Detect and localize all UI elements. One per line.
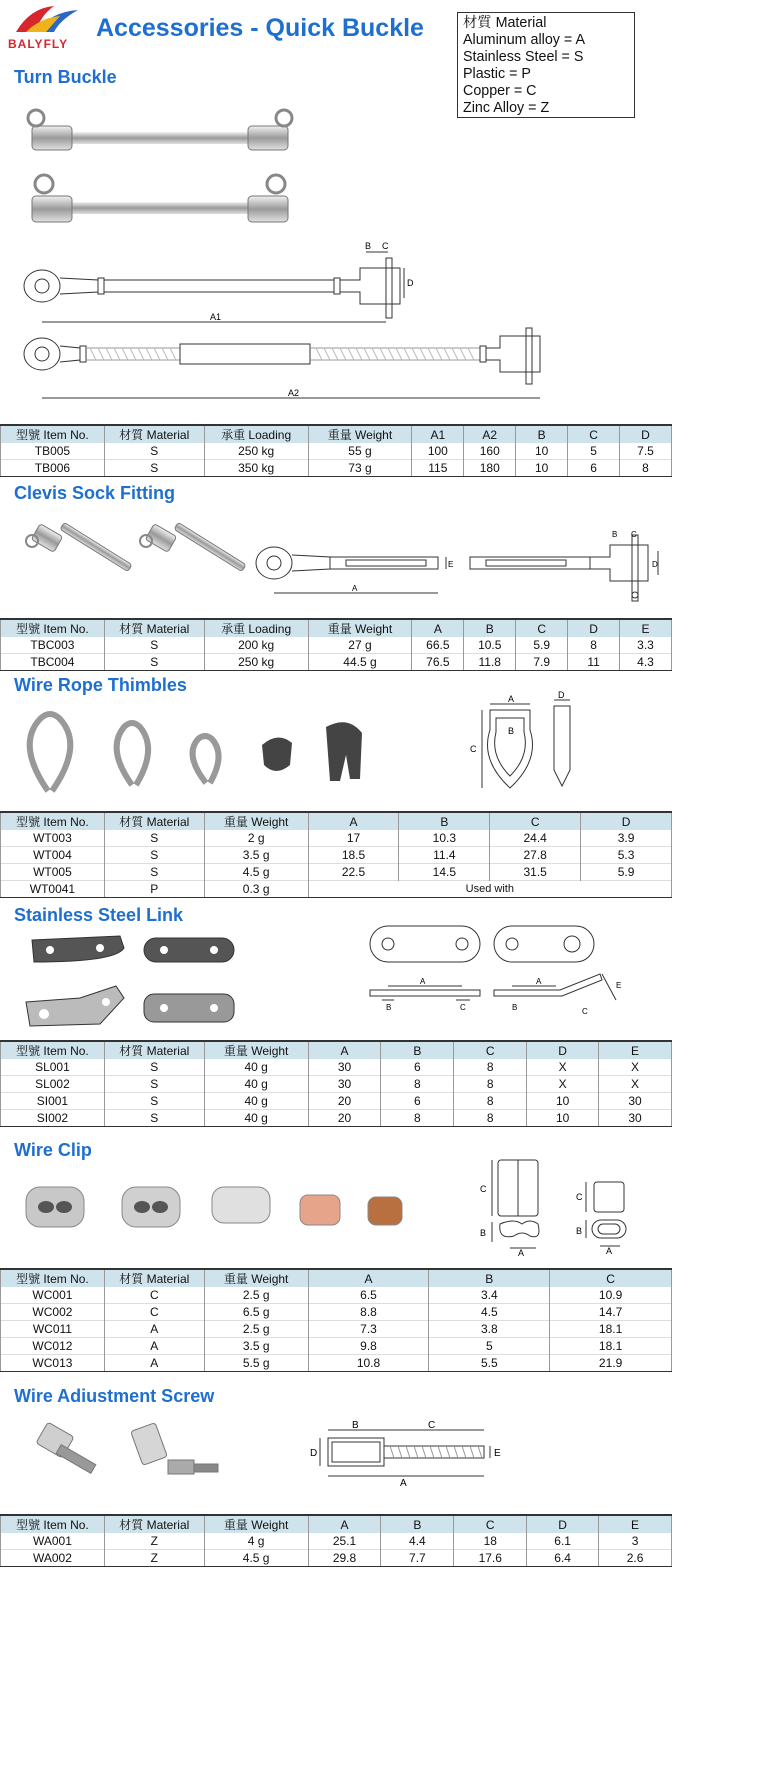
col-header: 材質 Material <box>104 619 204 637</box>
table-cell: 11.4 <box>399 847 490 864</box>
table-cell: X <box>527 1076 599 1093</box>
dim-label-e: E <box>494 1448 501 1459</box>
table-cell: 7.9 <box>516 654 568 671</box>
table-cell: C <box>104 1287 204 1304</box>
table-cell: S <box>104 1110 204 1127</box>
table-cell: S <box>104 1059 204 1076</box>
table-cell: 8 <box>381 1076 454 1093</box>
table-cell: WA002 <box>1 1550 105 1567</box>
col-header: 材質 Material <box>104 425 204 443</box>
table-row <box>1 1076 672 1093</box>
table-cell: 30 <box>308 1059 381 1076</box>
col-header: C <box>550 1269 672 1287</box>
clip-title: Wire Clip <box>14 1140 92 1160</box>
col-header: 型號 Item No. <box>1 1515 105 1533</box>
dim-label-b: B <box>480 1228 487 1238</box>
col-header: 型號 Item No. <box>1 619 105 637</box>
col-header: C <box>454 1515 527 1533</box>
col-header: B <box>381 1515 454 1533</box>
col-header: 承重 Loading <box>204 619 308 637</box>
table-header-row <box>1 1041 672 1059</box>
table-cell: 11 <box>568 654 620 671</box>
table-cell: 17 <box>308 830 399 847</box>
table-row <box>1 1093 672 1110</box>
table-cell: A <box>104 1355 204 1372</box>
table-cell: Z <box>104 1533 204 1550</box>
table-cell: TB005 <box>1 443 105 460</box>
table-cell: 9.8 <box>308 1338 429 1355</box>
table-cell: SI001 <box>1 1093 105 1110</box>
link-diagram <box>360 920 630 1038</box>
table-cell: 8 <box>454 1059 527 1076</box>
col-header: C <box>516 619 568 637</box>
table-cell: 20 <box>308 1093 381 1110</box>
legend-title: 材質 Material <box>463 15 547 31</box>
screw-title: Wire Adiustment Screw <box>14 1386 215 1406</box>
table-cell: 6 <box>381 1093 454 1110</box>
table-cell: 11.8 <box>464 654 516 671</box>
table-cell: 8 <box>454 1093 527 1110</box>
table-cell: 3.3 <box>620 637 672 654</box>
col-header: A2 <box>464 425 516 443</box>
col-header: A <box>412 619 464 637</box>
dim-label-a-2: A <box>606 1246 613 1256</box>
col-header: A <box>308 812 399 830</box>
clip-table <box>0 1268 672 1372</box>
table-row <box>1 830 672 847</box>
table-cell: TB006 <box>1 460 105 477</box>
table-cell: 44.5 g <box>308 654 412 671</box>
dim-label-b: B <box>352 1420 359 1431</box>
dim-label-a1: A1 <box>210 312 222 322</box>
table-cell: 4.5 g <box>204 1550 308 1567</box>
table-cell: C <box>104 1304 204 1321</box>
legend-item: Stainless Steel = S <box>463 49 584 65</box>
table-row <box>1 443 672 460</box>
table-cell: 10 <box>527 1110 599 1127</box>
table-row <box>1 1059 672 1076</box>
table-cell: TBC003 <box>1 637 105 654</box>
col-header: 材質 Material <box>104 1269 204 1287</box>
table-cell: WT0041 <box>1 881 105 898</box>
table-cell: 10.3 <box>399 830 490 847</box>
dim-label-c-2: C <box>576 1192 583 1202</box>
table-cell: P <box>104 881 204 898</box>
col-header: C <box>454 1041 527 1059</box>
table-cell: 5.9 <box>516 637 568 654</box>
turnbuckle-diagram <box>20 238 580 408</box>
turn-buckle-title: Turn Buckle <box>14 67 117 87</box>
table-cell: 31.5 <box>490 864 581 881</box>
turnbuckle-photo-2 <box>20 172 300 242</box>
table-row <box>1 881 672 898</box>
turn-buckle-table <box>0 424 672 477</box>
table-cell: 73 g <box>308 460 412 477</box>
table-cell: 6.5 <box>308 1287 429 1304</box>
dim-label-b-2: B <box>512 1003 518 1012</box>
dim-label-b: B <box>365 241 372 251</box>
table-row <box>1 1287 672 1304</box>
legend-item: Copper = C <box>463 83 537 99</box>
dim-label-b: B <box>612 530 618 539</box>
table-cell: 40 g <box>204 1093 308 1110</box>
table-cell: 2.6 <box>599 1550 672 1567</box>
table-cell: 40 g <box>204 1059 308 1076</box>
used-with-note: Used with <box>308 881 671 898</box>
table-row <box>1 864 672 881</box>
table-cell: 3.5 g <box>204 847 308 864</box>
legend-item: Plastic = P <box>463 66 531 82</box>
table-cell: Z <box>104 1550 204 1567</box>
dim-label-e: E <box>448 560 454 569</box>
table-cell: 3.9 <box>581 830 672 847</box>
table-cell: 5 <box>429 1338 550 1355</box>
dim-label-c: C <box>480 1184 487 1194</box>
dim-label-a: A <box>420 977 426 986</box>
table-cell: 4.3 <box>620 654 672 671</box>
table-cell: 350 kg <box>204 460 308 477</box>
table-row <box>1 1533 672 1550</box>
table-cell: 24.4 <box>490 830 581 847</box>
col-header: 材質 Material <box>104 812 204 830</box>
table-cell: 20 <box>308 1110 381 1127</box>
dim-label-d: D <box>652 560 658 569</box>
table-cell: 30 <box>308 1076 381 1093</box>
table-cell: 8 <box>568 637 620 654</box>
col-header: 型號 Item No. <box>1 425 105 443</box>
turnbuckle-photo-1 <box>20 104 300 164</box>
table-cell: 180 <box>464 460 516 477</box>
table-header-row <box>1 425 672 443</box>
table-row <box>1 1355 672 1372</box>
table-cell: 8 <box>620 460 672 477</box>
table-cell: 25.1 <box>308 1533 381 1550</box>
col-header: A <box>308 1269 429 1287</box>
material-legend <box>457 12 635 118</box>
table-row <box>1 847 672 864</box>
col-header: A <box>308 1041 381 1059</box>
table-row <box>1 1550 672 1567</box>
table-cell: SL002 <box>1 1076 105 1093</box>
table-cell: 2 g <box>204 830 308 847</box>
table-cell: 4.5 <box>429 1304 550 1321</box>
col-header: 型號 Item No. <box>1 1041 105 1059</box>
table-cell: TBC004 <box>1 654 105 671</box>
col-header: A <box>308 1515 381 1533</box>
table-cell: 10 <box>516 460 568 477</box>
dim-label-c-2: C <box>582 1007 588 1016</box>
col-header: 重量 Weight <box>204 1269 308 1287</box>
dim-label-d: D <box>407 278 414 288</box>
clevis-title: Clevis Sock Fitting <box>14 483 176 503</box>
table-cell: 6 <box>381 1059 454 1076</box>
table-cell: 18 <box>454 1533 527 1550</box>
table-cell: 17.6 <box>454 1550 527 1567</box>
table-cell: 14.7 <box>550 1304 672 1321</box>
table-cell: 76.5 <box>412 654 464 671</box>
table-cell: 10.5 <box>464 637 516 654</box>
table-row <box>1 1338 672 1355</box>
table-cell: 40 g <box>204 1076 308 1093</box>
table-row <box>1 1110 672 1127</box>
dim-label-c: C <box>382 241 389 251</box>
table-cell: 4.5 g <box>204 864 308 881</box>
table-cell: 7.5 <box>620 443 672 460</box>
col-header: B <box>381 1041 454 1059</box>
table-cell: 4 g <box>204 1533 308 1550</box>
table-cell: SL001 <box>1 1059 105 1076</box>
table-header-row <box>1 1515 672 1533</box>
table-cell: 8.8 <box>308 1304 429 1321</box>
table-cell: S <box>104 654 204 671</box>
table-header-row <box>1 812 672 830</box>
table-row <box>1 460 672 477</box>
table-cell: 8 <box>381 1110 454 1127</box>
table-cell: X <box>599 1059 672 1076</box>
table-cell: 8 <box>454 1076 527 1093</box>
thimbles-table <box>0 811 672 898</box>
col-header: 材質 Material <box>104 1041 204 1059</box>
table-cell: 3.5 g <box>204 1338 308 1355</box>
table-cell: 250 kg <box>204 654 308 671</box>
legend-item: Zinc Alloy = Z <box>463 100 550 116</box>
table-cell: 40 g <box>204 1110 308 1127</box>
table-cell: 3.4 <box>429 1287 550 1304</box>
clevis-diagram <box>250 525 670 605</box>
col-header: C <box>490 812 581 830</box>
dim-label-c: C <box>631 530 637 539</box>
dim-label-a: A <box>352 584 358 593</box>
table-cell: 18.1 <box>550 1321 672 1338</box>
col-header: 型號 Item No. <box>1 812 105 830</box>
dim-label-d: D <box>310 1448 318 1459</box>
dim-label-e: E <box>616 981 622 990</box>
col-header: E <box>620 619 672 637</box>
table-cell: 3.8 <box>429 1321 550 1338</box>
dim-label-a-2: A <box>536 977 542 986</box>
col-header: 重量 Weight <box>204 812 308 830</box>
table-cell: 22.5 <box>308 864 399 881</box>
col-header: D <box>620 425 672 443</box>
clevis-table <box>0 618 672 671</box>
table-cell: 5.5 <box>429 1355 550 1372</box>
col-header: D <box>581 812 672 830</box>
table-cell: 10 <box>516 443 568 460</box>
table-cell: WA001 <box>1 1533 105 1550</box>
table-cell: 5 <box>568 443 620 460</box>
table-row <box>1 1304 672 1321</box>
wire-clip-diagram <box>470 1150 650 1260</box>
dim-label-a: A <box>518 1248 525 1258</box>
logo-text: BALYFLY <box>8 37 69 51</box>
table-cell: 3 <box>599 1533 672 1550</box>
wire-clip-photos <box>20 1175 410 1245</box>
table-cell: 30 <box>599 1110 672 1127</box>
link-table <box>0 1040 672 1127</box>
col-header: D <box>568 619 620 637</box>
table-cell: WC011 <box>1 1321 105 1338</box>
table-row <box>1 654 672 671</box>
table-cell: 5.9 <box>581 864 672 881</box>
col-header: A1 <box>412 425 464 443</box>
table-cell: S <box>104 1093 204 1110</box>
adjustment-screw-diagram <box>300 1420 520 1490</box>
table-cell: WC013 <box>1 1355 105 1372</box>
table-cell: WT004 <box>1 847 105 864</box>
dim-label-b: B <box>508 726 515 736</box>
balyfly-logo-icon <box>10 2 82 38</box>
table-cell: 10.9 <box>550 1287 672 1304</box>
clevis-photos <box>20 515 250 605</box>
dim-label-b-2: B <box>576 1226 583 1236</box>
col-header: B <box>464 619 516 637</box>
page-title: Accessories - Quick Buckle <box>96 14 424 42</box>
col-header: 重量 Weight <box>308 619 412 637</box>
dim-label-a2: A2 <box>288 388 300 398</box>
col-header: 型號 Item No. <box>1 1269 105 1287</box>
dim-label-a: A <box>508 694 515 704</box>
table-cell: WC012 <box>1 1338 105 1355</box>
col-header: D <box>527 1515 599 1533</box>
dim-label-a: A <box>400 1478 407 1489</box>
screw-table <box>0 1514 672 1567</box>
table-cell: 66.5 <box>412 637 464 654</box>
table-cell: S <box>104 443 204 460</box>
link-photos <box>20 928 250 1038</box>
table-cell: A <box>104 1338 204 1355</box>
table-cell: 6.5 g <box>204 1304 308 1321</box>
legend-item: Aluminum alloy = A <box>463 32 585 48</box>
col-header: C <box>568 425 620 443</box>
table-cell: 6.4 <box>527 1550 599 1567</box>
table-cell: 4.4 <box>381 1533 454 1550</box>
link-title: Stainless Steel Link <box>14 905 184 925</box>
table-cell: SI002 <box>1 1110 105 1127</box>
col-header: 重量 Weight <box>204 1041 308 1059</box>
thimbles-title: Wire Rope Thimbles <box>14 675 187 695</box>
table-cell: 5.3 <box>581 847 672 864</box>
table-cell: 29.8 <box>308 1550 381 1567</box>
table-cell: X <box>599 1076 672 1093</box>
table-cell: S <box>104 460 204 477</box>
table-cell: 10 <box>527 1093 599 1110</box>
dim-label-c: C <box>428 1420 436 1431</box>
col-header: 重量 Weight <box>308 425 412 443</box>
dim-label-d: D <box>558 690 565 700</box>
col-header: 材質 Material <box>104 1515 204 1533</box>
table-cell: 6 <box>568 460 620 477</box>
table-cell: 200 kg <box>204 637 308 654</box>
table-cell: 21.9 <box>550 1355 672 1372</box>
table-cell: 160 <box>464 443 516 460</box>
table-cell: 10.8 <box>308 1355 429 1372</box>
table-cell: 18.1 <box>550 1338 672 1355</box>
table-cell: X <box>527 1059 599 1076</box>
col-header: B <box>516 425 568 443</box>
table-cell: 7.3 <box>308 1321 429 1338</box>
col-header: D <box>527 1041 599 1059</box>
table-cell: 30 <box>599 1093 672 1110</box>
col-header: 承重 Loading <box>204 425 308 443</box>
table-cell: WT005 <box>1 864 105 881</box>
table-cell: 5.5 g <box>204 1355 308 1372</box>
table-cell: 0.3 g <box>204 881 308 898</box>
dim-label-b: B <box>386 1003 392 1012</box>
thimble-photos <box>10 705 380 800</box>
table-cell: S <box>104 864 204 881</box>
table-cell: 2.5 g <box>204 1287 308 1304</box>
table-header-row <box>1 1269 672 1287</box>
table-cell: WC001 <box>1 1287 105 1304</box>
table-cell: 7.7 <box>381 1550 454 1567</box>
table-header-row <box>1 619 672 637</box>
table-cell: 18.5 <box>308 847 399 864</box>
table-cell: 27.8 <box>490 847 581 864</box>
table-cell: 27 g <box>308 637 412 654</box>
table-cell: 115 <box>412 460 464 477</box>
table-cell: 2.5 g <box>204 1321 308 1338</box>
table-cell: S <box>104 847 204 864</box>
table-cell: 250 kg <box>204 443 308 460</box>
table-cell: S <box>104 830 204 847</box>
table-cell: 6.1 <box>527 1533 599 1550</box>
col-header: E <box>599 1515 672 1533</box>
col-header: B <box>399 812 490 830</box>
table-cell: A <box>104 1321 204 1338</box>
table-cell: 14.5 <box>399 864 490 881</box>
table-cell: WT003 <box>1 830 105 847</box>
thimble-diagram <box>460 690 590 800</box>
table-cell: 8 <box>454 1110 527 1127</box>
col-header: B <box>429 1269 550 1287</box>
table-cell: 55 g <box>308 443 412 460</box>
table-cell: 100 <box>412 443 464 460</box>
dim-label-c: C <box>470 744 477 754</box>
table-row <box>1 1321 672 1338</box>
table-cell: WC002 <box>1 1304 105 1321</box>
dim-label-c: C <box>460 1003 466 1012</box>
col-header: E <box>599 1041 672 1059</box>
table-cell: S <box>104 1076 204 1093</box>
table-cell: S <box>104 637 204 654</box>
adjustment-screw-photos <box>26 1420 226 1500</box>
table-row <box>1 637 672 654</box>
col-header: 重量 Weight <box>204 1515 308 1533</box>
